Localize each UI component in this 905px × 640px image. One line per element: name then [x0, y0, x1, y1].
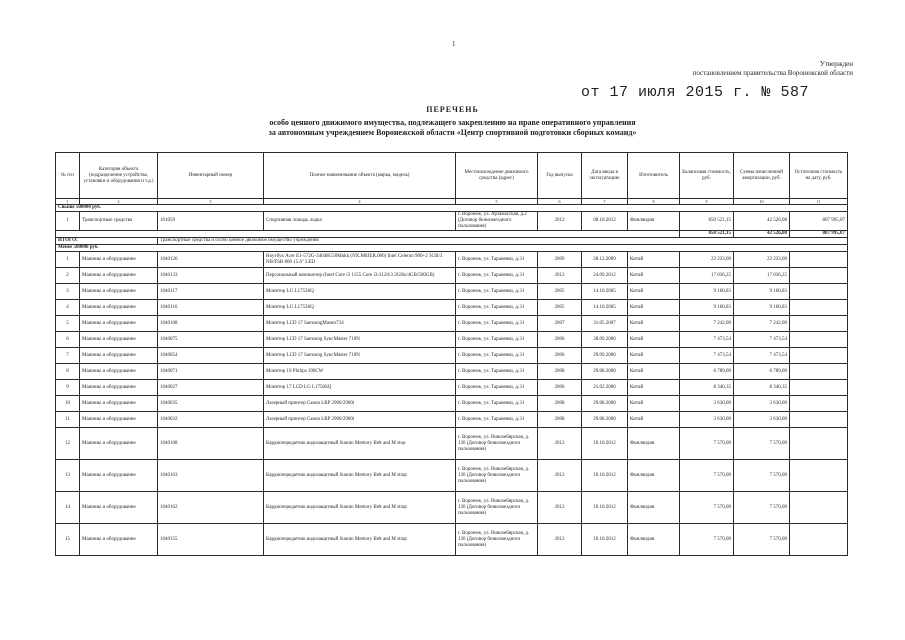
section-header-row	[56, 245, 848, 252]
cell-date: 10.10.2012	[582, 460, 628, 492]
table-row	[56, 300, 848, 316]
property-table	[55, 152, 848, 556]
cell-location: г. Воронеж, ул. Тараненко, д.31	[456, 412, 538, 428]
section-label: Свыше 500000 руб.	[56, 205, 848, 212]
cell-inv: 1040116	[158, 300, 264, 316]
cell-location: г. Воронеж, ул. Тараненко, д.31	[456, 316, 538, 332]
cell-amort: 9 168,83	[734, 300, 790, 316]
cell-inv: 1040071	[158, 364, 264, 380]
cell-year: 2012	[538, 524, 582, 556]
cell-date: 29.08.2008	[582, 364, 628, 380]
cell-category: Машины и оборудование	[80, 348, 158, 364]
column-header: Остаточная стоимость на дату, руб.	[790, 153, 848, 199]
cell-category: Машины и оборудование	[80, 428, 158, 460]
cell-year: 2007	[538, 316, 582, 332]
cell-balance: 8 340,35	[680, 380, 734, 396]
cell-num: 6	[56, 332, 80, 348]
cell-maker: Китай	[628, 316, 680, 332]
cell-location: г. Воронеж, ул. Арзамасская, д.2 (Договор безвозмездного пользования)	[456, 212, 538, 231]
cell-inv: 1040133	[158, 268, 264, 284]
subtitle-line-2: за автономным учреждением Воронежской области «Центр спортивной подготовки сборных команд»	[268, 128, 637, 137]
cell-category: Машины и оборудование	[80, 492, 158, 524]
cell-maker: Финляндия	[628, 492, 680, 524]
cell-name: Монитор LCD 17 SamsungMaster734	[264, 316, 456, 332]
cell-inv: 1040035	[158, 396, 264, 412]
cell-year: 2009	[538, 252, 582, 268]
itogo-text: Транспортные средства и особо ценное движимое имущество учреждения	[158, 238, 848, 245]
cell-year: 2008	[538, 364, 582, 380]
cell-location: г. Воронеж, ул. Тараненко, д.31	[456, 364, 538, 380]
table-row	[56, 396, 848, 412]
column-number: 3	[158, 199, 264, 205]
cell-residual	[790, 524, 848, 556]
cell-inv: 1040054	[158, 348, 264, 364]
column-number: 11	[790, 199, 848, 205]
cell-category: Машины и оборудование	[80, 252, 158, 268]
cell-inv: 1040032	[158, 412, 264, 428]
cell-category: Машины и оборудование	[80, 268, 158, 284]
cell-residual	[790, 428, 848, 460]
column-number: 6	[538, 199, 582, 205]
column-header: Год выпуска	[538, 153, 582, 199]
cell-balance: 3 630,00	[680, 396, 734, 412]
cell-date: 10.10.2012	[582, 524, 628, 556]
cell-amort: 6 789,00	[734, 364, 790, 380]
cell-date: 31.05.2007	[582, 316, 628, 332]
cell-inv: 1040117	[158, 284, 264, 300]
cell-balance: 7 570,00	[680, 460, 734, 492]
approval-block	[693, 60, 853, 78]
cell-maker: Китай	[628, 396, 680, 412]
cell-num: 10	[56, 396, 80, 412]
cell-num: 5	[56, 316, 80, 332]
table-row	[56, 316, 848, 332]
document-subtitle	[0, 118, 905, 138]
cell-year: 2008	[538, 412, 582, 428]
cell-year: 2012	[538, 428, 582, 460]
cell-location: г. Воронеж, ул. Тараненко, д.31	[456, 284, 538, 300]
cell-residual	[790, 284, 848, 300]
cell-name: Монитор 19 Philips 190CW	[264, 364, 456, 380]
cell-location: г. Воронеж, ул. Новозебирская, д. 130 (Договор безвозмездного пользования)	[456, 460, 538, 492]
cell-inv: 1040108	[158, 316, 264, 332]
cell-num: 3	[56, 284, 80, 300]
cell-name: Ноутбук Acer E1-572G-34048G50Mnkk (NX.M8JER.006) Intel Celeron 900+2 5GB/3 NB/FSB 800 15.6" LED	[264, 252, 456, 268]
cell-location: г. Воронеж, ул. Тараненко, д.31	[456, 300, 538, 316]
column-number: 2	[80, 199, 158, 205]
cell-maker: Китай	[628, 364, 680, 380]
cell-date: 28.09.2006	[582, 332, 628, 348]
table-row	[56, 412, 848, 428]
cell-num: 8	[56, 364, 80, 380]
cell-residual	[790, 332, 848, 348]
cell-date: 29.08.2008	[582, 396, 628, 412]
cell-inv: 1040126	[158, 252, 264, 268]
cell-amort: 42 526,08	[734, 212, 790, 231]
cell-year: 2006	[538, 348, 582, 364]
cell-num: 14	[56, 492, 80, 524]
table-row	[56, 428, 848, 460]
cell-residual	[790, 268, 848, 284]
table-row	[56, 460, 848, 492]
table-row	[56, 524, 848, 556]
cell-name: Монитор LG L1753SQ	[264, 300, 456, 316]
cell-date: 10.10.2012	[582, 428, 628, 460]
cell-category: Машины и оборудование	[80, 284, 158, 300]
cell-name: Персональный компьютер (Intel Core i3 1155 Core i3-2120/3.3GHz/4GB/500GB)	[264, 268, 456, 284]
cell-amort: 7 570,00	[734, 492, 790, 524]
cell-num: 1	[56, 252, 80, 268]
cell-name: Монитор LCD 17 Samsung SyncMaster 710N	[264, 332, 456, 348]
itogo-label: ИТОГО:	[56, 238, 158, 245]
cell-residual	[790, 412, 848, 428]
cell-category: Машины и оборудование	[80, 380, 158, 396]
cell-year: 2012	[538, 492, 582, 524]
column-header: Местонахождение движимого средства (адрес)	[456, 153, 538, 199]
page-number: 1	[452, 40, 456, 48]
cell-name: Лазерный принтер Canon LBP 2900/2900i	[264, 396, 456, 412]
cell-balance: 7 473,54	[680, 348, 734, 364]
cell-category: Транспортные средства	[80, 212, 158, 231]
cell-maker: Финляндия	[628, 524, 680, 556]
cell-balance: 23 233,00	[680, 252, 734, 268]
cell-num: 2	[56, 268, 80, 284]
cell-residual	[790, 460, 848, 492]
cell-location: г. Воронеж, ул. Тараненко, д.31	[456, 380, 538, 396]
cell-residual: 807 995,07	[790, 212, 848, 231]
cell-location: г. Воронеж, ул. Тараненко, д.31	[456, 332, 538, 348]
cell-amort: 7 570,00	[734, 524, 790, 556]
table-row	[56, 348, 848, 364]
column-header: Категория объекта (подразделение устройства, установки и оборудования и т.д.)	[80, 153, 158, 199]
cell-inv: 1040075	[158, 332, 264, 348]
table-row	[56, 332, 848, 348]
cell-date: 10.10.2012	[582, 492, 628, 524]
cell-amort: 3 630,00	[734, 412, 790, 428]
column-number: 4	[264, 199, 456, 205]
cell-balance: 3 630,00	[680, 412, 734, 428]
cell-maker: Китай	[628, 412, 680, 428]
cell-location: г. Воронеж, ул. Тараненко, д.31	[456, 268, 538, 284]
column-header: № п/п	[56, 153, 80, 199]
cell-residual	[790, 492, 848, 524]
document-title: ПЕРЕЧЕНЬ	[426, 105, 479, 114]
cell-date: 29.09.2006	[582, 348, 628, 364]
cell-amort: 3 630,00	[734, 396, 790, 412]
cell-amort: 23 233,00	[734, 252, 790, 268]
cell-amort: 9 168,83	[734, 284, 790, 300]
column-header: Балансовая стоимость, руб.	[680, 153, 734, 199]
cell-balance: 7 473,54	[680, 332, 734, 348]
column-header: Инвентарный номер	[158, 153, 264, 199]
cell-num: 7	[56, 348, 80, 364]
cell-balance: 6 789,00	[680, 364, 734, 380]
column-number: 1	[56, 199, 80, 205]
cell-category: Машины и оборудование	[80, 300, 158, 316]
cell-balance: 9 168,83	[680, 284, 734, 300]
column-header: Полное наименование объекта (марка, модель)	[264, 153, 456, 199]
cell-num: 11	[56, 412, 80, 428]
cell-location: г. Воронеж, ул. Тараненко, д.31	[456, 252, 538, 268]
cell-inv: 1040108	[158, 428, 264, 460]
cell-year: 2012	[538, 460, 582, 492]
cell-residual	[790, 380, 848, 396]
cell-date: 28.12.2009	[582, 252, 628, 268]
cell-category: Машины и оборудование	[80, 332, 158, 348]
total-residual: 807 995,07	[790, 231, 848, 238]
cell-year: 2012	[538, 212, 582, 231]
cell-category: Машины и оборудование	[80, 364, 158, 380]
cell-balance: 7 570,00	[680, 524, 734, 556]
table-row	[56, 492, 848, 524]
cell-date: 29.08.2008	[582, 412, 628, 428]
table-header-row	[56, 153, 848, 199]
cell-location: г. Воронеж, ул. Новозебирская, д. 130 (Договор безвозмездного пользования)	[456, 428, 538, 460]
cell-balance: 17 036,25	[680, 268, 734, 284]
table-row	[56, 212, 848, 231]
cell-maker: Китай	[628, 332, 680, 348]
table-row	[56, 268, 848, 284]
cell-num: 12	[56, 428, 80, 460]
approval-line-1: Утвержден	[819, 60, 853, 68]
cell-residual	[790, 348, 848, 364]
column-number: 7	[582, 199, 628, 205]
cell-name: Монитор LG L1753SQ	[264, 284, 456, 300]
cell-num: 13	[56, 460, 80, 492]
column-header: Сумма начисленной амортизации, руб.	[734, 153, 790, 199]
cell-name: Кардиопередатчик водозащитный Suunto Memory Belt and M strap	[264, 524, 456, 556]
cell-residual	[790, 316, 848, 332]
cell-name: Кардиопередатчик водозащитный Suunto Memory Belt and M stop	[264, 428, 456, 460]
cell-name: Кардиопередатчик водозащитный Suunto Memory Belt and M strap	[264, 492, 456, 524]
cell-residual	[790, 300, 848, 316]
cell-category: Машины и оборудование	[80, 460, 158, 492]
table-row	[56, 252, 848, 268]
cell-location: г. Воронеж, ул. Тараненко, д.31	[456, 348, 538, 364]
cell-maker: Финляндия	[628, 428, 680, 460]
cell-inv: 1040163	[158, 460, 264, 492]
cell-location: г. Воронеж, ул. Новозебирская, д. 130 (Договор безвозмездного пользования)	[456, 492, 538, 524]
cell-amort: 7 473,54	[734, 348, 790, 364]
column-number: 5	[456, 199, 538, 205]
cell-location: г. Воронеж, ул. Новозебирская, д. 130 (Договор безвозмездного пользования)	[456, 524, 538, 556]
table-row	[56, 284, 848, 300]
order-date-number: от 17 июля 2015 г. № 587	[580, 84, 809, 101]
section-header-row	[56, 205, 848, 212]
cell-category: Машины и оборудование	[80, 412, 158, 428]
cell-residual	[790, 252, 848, 268]
cell-maker: Китай	[628, 380, 680, 396]
cell-num: 9	[56, 380, 80, 396]
cell-inv: 1040162	[158, 492, 264, 524]
cell-year: 2012	[538, 268, 582, 284]
column-number: 10	[734, 199, 790, 205]
cell-balance: 7 570,00	[680, 428, 734, 460]
cell-maker: Китай	[628, 300, 680, 316]
cell-category: Машины и оборудование	[80, 524, 158, 556]
cell-maker: Финляндия	[628, 460, 680, 492]
column-number: 8	[628, 199, 680, 205]
cell-name: Кардиопередатчик водозащитный Suunto Memory Belt and M strap	[264, 460, 456, 492]
column-number: 9	[680, 199, 734, 205]
cell-amort: 7 570,00	[734, 428, 790, 460]
cell-amort: 17 036,25	[734, 268, 790, 284]
cell-balance: 7 570,00	[680, 492, 734, 524]
section-total-row	[56, 231, 848, 238]
cell-maker: Китай	[628, 252, 680, 268]
cell-year: 2008	[538, 396, 582, 412]
cell-name: Лазерный принтер Canon LBP 2900/2900i	[264, 412, 456, 428]
cell-date: 21.02.2006	[582, 380, 628, 396]
cell-amort: 7 570,00	[734, 460, 790, 492]
cell-balance: 9 168,83	[680, 300, 734, 316]
cell-date: 14.10.2005	[582, 284, 628, 300]
cell-date: 08.10.2012	[582, 212, 628, 231]
total-balance: 850 521,15	[680, 231, 734, 238]
cell-balance: 7 242,00	[680, 316, 734, 332]
cell-year: 2006	[538, 380, 582, 396]
cell-maker: Китай	[628, 348, 680, 364]
cell-inv: 1040027	[158, 380, 264, 396]
table-row	[56, 364, 848, 380]
cell-location: г. Воронеж, ул. Тараненко, д.31	[456, 396, 538, 412]
cell-category: Машины и оборудование	[80, 396, 158, 412]
cell-maker: Китай	[628, 284, 680, 300]
cell-date: 24.09.2012	[582, 268, 628, 284]
cell-num: 1	[56, 212, 80, 231]
cell-category: Машины и оборудование	[80, 316, 158, 332]
section-label: Менее 500000 руб.	[56, 245, 848, 252]
cell-name: Спортивная лошадь лодка	[264, 212, 456, 231]
cell-inv: 101059	[158, 212, 264, 231]
approval-line-2: постановлением правительства Воронежской области	[692, 69, 853, 77]
cell-name: Монитор LCD 17 Samsung SyncMaster 710N	[264, 348, 456, 364]
cell-name: Монитор 17 LCD LG L1750SQ	[264, 380, 456, 396]
subtitle-line-1: особо ценного движимого имущества, подлежащего закреплению на праве оперативного управления	[269, 118, 636, 127]
total-spacer	[56, 231, 680, 238]
cell-maker: Финляндия	[628, 212, 680, 231]
cell-year: 2006	[538, 332, 582, 348]
cell-num: 4	[56, 300, 80, 316]
table-row	[56, 380, 848, 396]
column-header: Дата ввода в эксплуатацию	[582, 153, 628, 199]
cell-amort: 7 242,00	[734, 316, 790, 332]
cell-amort: 7 473,54	[734, 332, 790, 348]
total-amort: 42 526,08	[734, 231, 790, 238]
column-header: Изготовитель	[628, 153, 680, 199]
cell-maker: Китай	[628, 268, 680, 284]
cell-balance: 850 521,15	[680, 212, 734, 231]
cell-residual	[790, 364, 848, 380]
cell-year: 2005	[538, 300, 582, 316]
cell-date: 14.10.2005	[582, 300, 628, 316]
cell-inv: 1040155	[158, 524, 264, 556]
cell-amort: 8 340,35	[734, 380, 790, 396]
cell-year: 2005	[538, 284, 582, 300]
cell-num: 15	[56, 524, 80, 556]
cell-residual	[790, 396, 848, 412]
itogo-row	[56, 238, 848, 245]
